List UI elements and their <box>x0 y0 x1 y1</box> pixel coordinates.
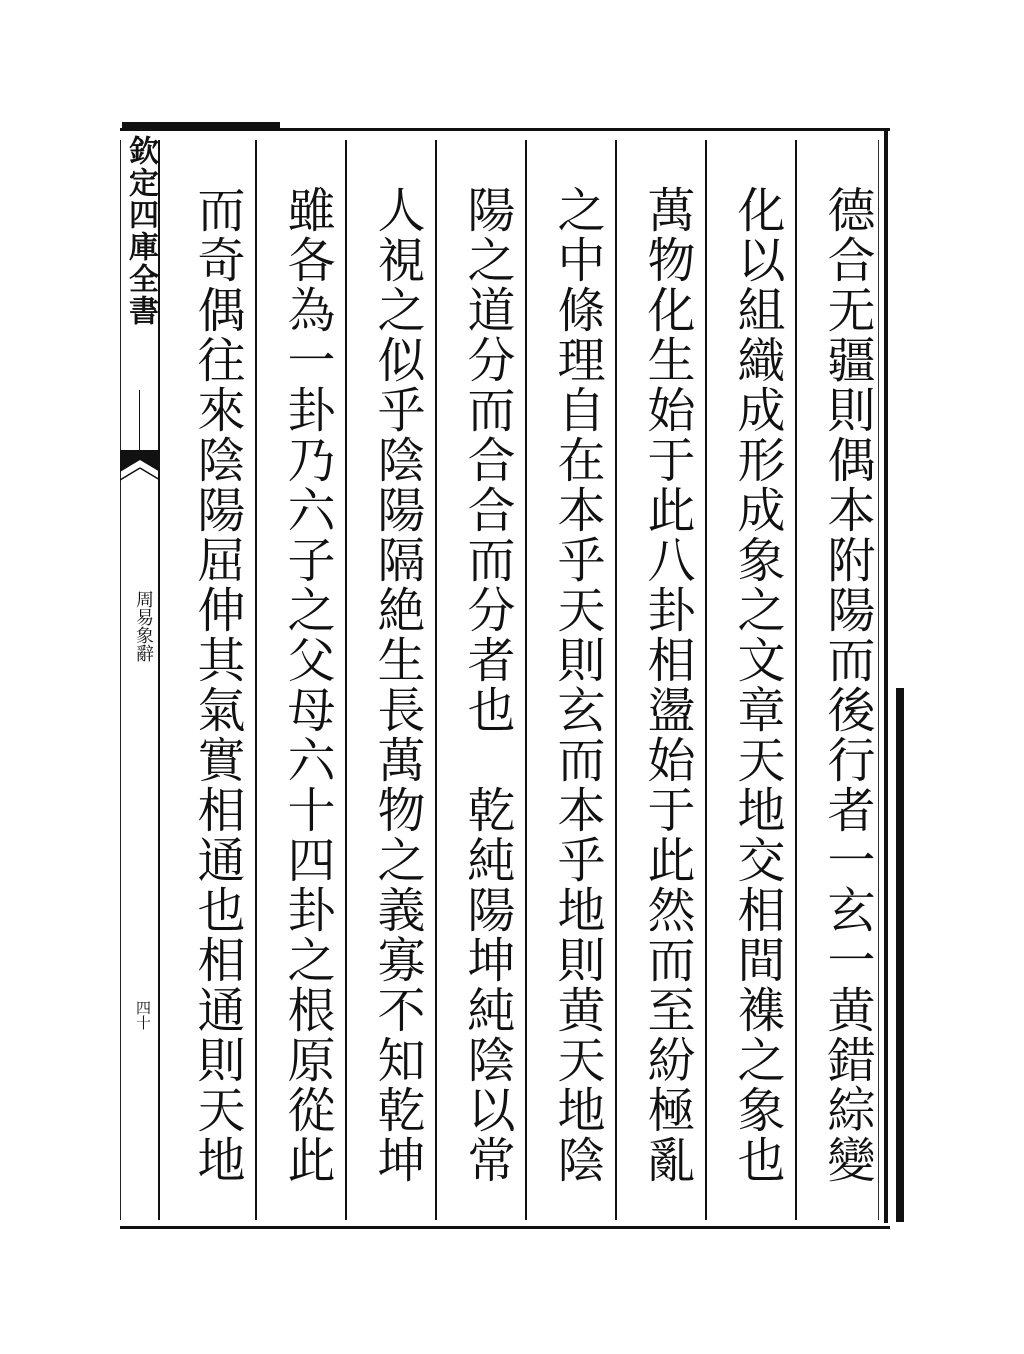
top-border-mark <box>122 122 280 128</box>
section-title: 周易象辭 <box>133 590 154 662</box>
margin-line <box>139 390 140 450</box>
text-column-7: 雖各為一卦乃六子之父母六十四卦之根原從此 <box>279 185 335 1185</box>
left-border-rule <box>120 140 121 1220</box>
column-divider <box>345 140 347 1220</box>
fish-tail-mark <box>120 450 160 490</box>
text-column-5: 陽之道分而合合而分者也 乾純陽坤純陰以常 <box>459 185 515 1185</box>
text-column-1: 德合无疆則偶本附陽而後行者一玄一黄錯綜變 <box>819 185 875 1185</box>
column-divider <box>615 140 617 1220</box>
text-column-6: 人視之似乎陰陽隔絶生長萬物之義寡不知乾坤 <box>369 185 425 1185</box>
margin-divider-rule <box>158 140 160 1220</box>
text-column-4: 之中條理自在本乎天則玄而本乎地則黄天地陰 <box>549 185 605 1185</box>
column-divider <box>525 140 527 1220</box>
text-column-3: 萬物化生始于此八卦相盪始于此然而至紛極亂 <box>639 185 695 1185</box>
page-number: 四十 <box>134 1000 152 1030</box>
column-divider <box>795 140 797 1220</box>
right-edge-bar <box>896 688 904 1222</box>
text-column-2: 化以組織成形成象之文章天地交相間襍之象也 <box>729 185 785 1185</box>
column-divider <box>435 140 437 1220</box>
book-title: 欽定四庫全書 <box>123 135 158 327</box>
right-border-rule <box>884 128 888 1223</box>
column-divider <box>705 140 707 1220</box>
text-column-8: 而奇偶往來陰陽屈伸其氣實相通也相通則天地 <box>189 185 245 1185</box>
column-divider <box>255 140 257 1220</box>
